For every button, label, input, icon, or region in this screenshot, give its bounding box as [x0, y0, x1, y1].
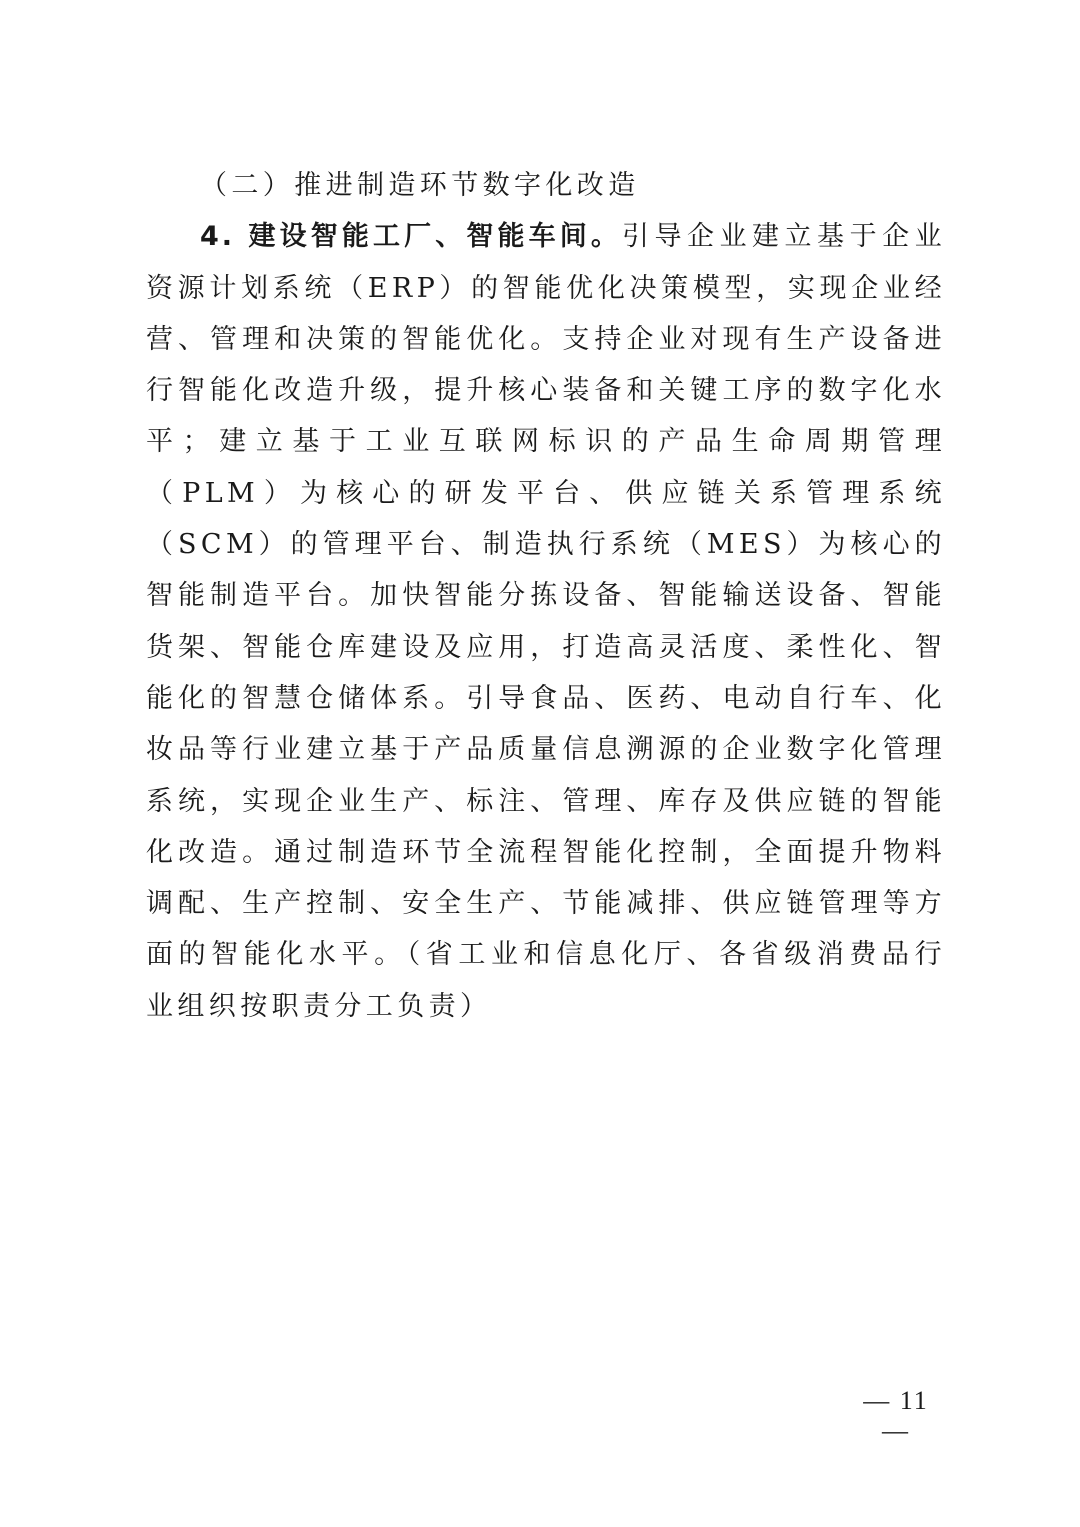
page-number: — 11 —	[863, 1386, 929, 1445]
paragraph-item-4	[146, 211, 946, 1032]
paragraph-body: 引导企业建立基于企业资源计划系统（ERP）的智能优化决策模型，实现企业经营、管理和决策的智能优化。支持企业对现有生产设备进行智能化改造升级，提升核心装备和关键工序的数字化水平；建立基于工业互联网标识的产品生命周期管理（PLM）为核心的研发平台、供应链关系管理系统（SCM）的管理平台、制造执行系统（MES）为核心的智能制造平台。加快智能分拣设备、智能输送设备、智能货架、智能仓库建设及应用，打造高灵活度、柔性化、智能化的智慧仓储体系。引导食品、医药、电动自行车、化妆品等行业建立基于产品质量信息溯源的企业数字化管理系统，实现企业生产、标注、管理、库存及供应链的智能化改造。通过制造环节全流程智能化控制，全面提升物料调配、生产控制、安全生产、节能减排、供应链管理等方面的智能化水平。（省工业和信息化厅、各省级消费品行业组织按职责分工负责）	[146, 221, 946, 1022]
paragraph-lead-title: 4. 建设智能工厂、智能车间。	[200, 221, 622, 253]
section-heading: （二）推进制造环节数字化改造	[200, 170, 640, 201]
body-text	[146, 160, 946, 1032]
